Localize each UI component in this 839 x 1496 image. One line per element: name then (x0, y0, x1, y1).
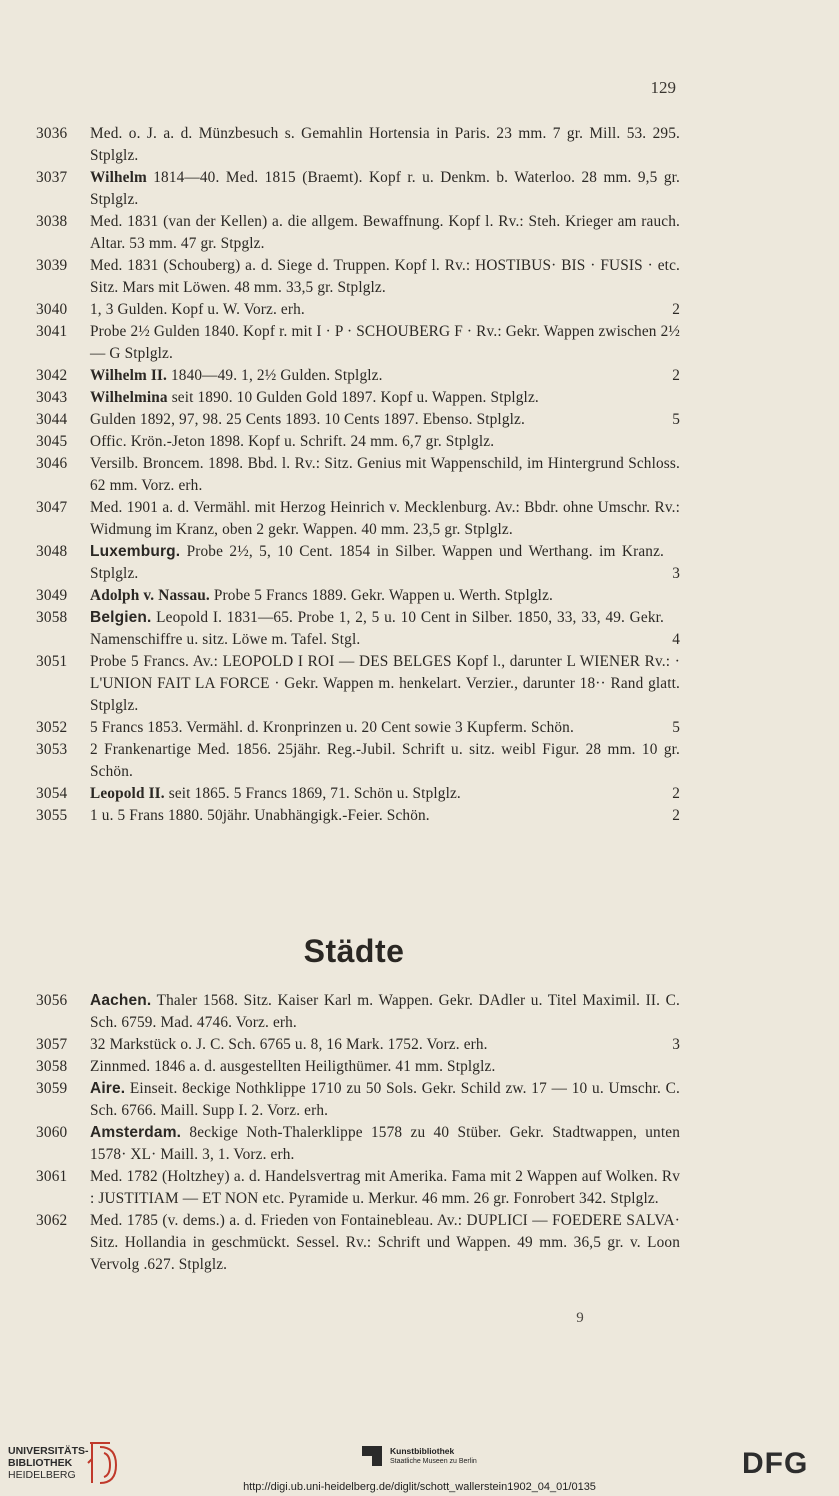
entry-text (90, 1210, 680, 1276)
entry-price: 5 (672, 411, 680, 428)
entry-number: 3053 (36, 741, 68, 758)
catalog-entry (36, 739, 680, 783)
kb-line-1: Kunstbibliothek (390, 1446, 455, 1456)
entry-text (90, 783, 680, 805)
entry-price: 2 (672, 301, 680, 318)
entry-description: 1 u. 5 Frans 1880. 50jähr. Unabhängigk.-Feier. Schön. (90, 807, 430, 824)
entry-text (90, 409, 680, 431)
kb-line-2: Staatliche Museen zu Berlin (390, 1458, 477, 1465)
section-title: Städte (303, 933, 405, 969)
entry-description: Probe 5 Francs 1889. Gekr. Wappen u. Werth. Stplglz. (209, 587, 553, 604)
catalog-entry (36, 167, 680, 211)
entry-text (90, 123, 680, 167)
catalog-entry (36, 365, 680, 387)
entry-heading: Wilhelm (90, 169, 147, 186)
catalog-entry (36, 211, 680, 255)
catalog-entry (36, 497, 680, 541)
entry-text (90, 1034, 680, 1056)
entry-heading: Leopold II. (90, 785, 165, 802)
entry-number: 3052 (36, 719, 68, 736)
entry-text (90, 1056, 680, 1078)
entry-number: 3057 (36, 1036, 68, 1053)
entry-price: 2 (672, 367, 680, 384)
entry-text (90, 739, 680, 783)
entry-number: 3059 (36, 1080, 68, 1097)
entry-text (90, 1122, 680, 1166)
entry-number: 3043 (36, 389, 68, 406)
entry-description: 8eckige Noth-Thalerklippe 1578 zu 40 Stüber. Gekr. Stadtwappen, unten 1578· XL· Maill. 3, 1. Vorz. erh. (90, 1124, 680, 1163)
catalog-entry (36, 1034, 680, 1056)
entry-heading: Wilhelmina (90, 389, 168, 406)
entries-list-2 (36, 990, 680, 1276)
catalog-entry (36, 805, 680, 827)
entry-text (90, 717, 680, 739)
catalog-entry (36, 783, 680, 805)
entry-description: Med. 1782 (Holtzhey) a. d. Handelsvertrag mit Amerika. Fama mit 2 Wappen auf Wolken. Rv : JUSTITIAM — ET NON etc. Pyramide u. Merkur. 46 mm. 26 gr. Fonrobert 342. Stplglz. (90, 1168, 680, 1207)
kunstbibliothek-text (390, 1446, 477, 1467)
entry-number: 3036 (36, 125, 68, 142)
catalog-entry (36, 387, 680, 409)
page-number: 129 (650, 78, 676, 97)
entry-description: seit 1865. 5 Francs 1869, 71. Schön u. Stplglz. (164, 785, 461, 802)
entry-heading: Aachen. (90, 992, 152, 1009)
source-url[interactable]: http://digi.ub.uni-heidelberg.de/diglit/schott_wallerstein1902_04_01/0135 (243, 1481, 596, 1493)
ub-line-3: HEIDELBERG (8, 1469, 76, 1481)
entry-description: Med. 1831 (Schouberg) a. d. Siege d. Truppen. Kopf l. Rv.: HOSTIBUS· BIS · FUSIS · etc. Sitz. Mars mit Löwen. 48 mm. 33,5 gr. Stplglz. (90, 257, 680, 296)
entry-description: 2 Frankenartige Med. 1856. 25jähr. Reg.-Jubil. Schrift u. sitz. weibl Figur. 28 mm. 10 gr. Schön. (90, 741, 680, 780)
entry-price: 5 (672, 719, 680, 736)
entry-number: 3042 (36, 367, 68, 384)
entry-description: Gulden 1892, 97, 98. 25 Cents 1893. 10 Cents 1897. Ebenso. Stplglz. (90, 411, 525, 428)
entry-price: 3 (672, 1036, 680, 1053)
entry-description: 1, 3 Gulden. Kopf u. W. Vorz. erh. (90, 301, 305, 318)
entry-description: seit 1890. 10 Gulden Gold 1897. Kopf u. Wappen. Stplglz. (167, 389, 539, 406)
entry-number: 3058 (36, 1058, 68, 1075)
ub-line-2: BIBLIOTHEK (8, 1457, 73, 1469)
entry-text (90, 167, 680, 211)
entry-number: 3047 (36, 499, 68, 516)
entry-description: Med. 1901 a. d. Vermähl. mit Herzog Heinrich v. Mecklenburg. Av.: Bbdr. ohne Umschr. Rv.: Widmung im Kranz, oben 2 gekr. Wappen. 40 mm. 23,5 gr. Stplglz. (90, 499, 680, 538)
entry-description: Leopold I. 1831—65. Probe 1, 2, 5 u. 10 Cent in Silber. 1850, 33, 33, 49. Gekr. Namenschiffre u. sitz. Löwe m. Tafel. Stgl. (90, 609, 664, 648)
sheet-signature: 9 (576, 1310, 584, 1326)
entry-description: 5 Francs 1853. Vermähl. d. Kronprinzen u. 20 Cent sowie 3 Kupferm. Schön. (90, 719, 574, 736)
entry-heading: Amsterdam. (90, 1124, 182, 1141)
entries-list-1 (36, 123, 680, 827)
entry-number: 3061 (36, 1168, 68, 1185)
entry-text (90, 585, 680, 607)
entry-text (90, 990, 680, 1034)
entry-description: Offic. Krön.-Jeton 1898. Kopf u. Schrift. 24 mm. 6,7 gr. Stplglz. (90, 433, 495, 450)
entry-description: Zinnmed. 1846 a. d. ausgestellten Heiligthümer. 41 mm. Stplglz. (90, 1058, 496, 1075)
catalog-entry (36, 255, 680, 299)
entry-description: Med. o. J. a. d. Münzbesuch s. Gemahlin Hortensia in Paris. 23 mm. 7 gr. Mill. 53. 295. Stplglz. (90, 125, 680, 164)
footer (0, 1435, 839, 1496)
entry-text (90, 387, 680, 409)
catalog-entry (36, 1056, 680, 1078)
dfg-logo[interactable]: DFG (742, 1447, 809, 1480)
entry-description: Probe 2½ Gulden 1840. Kopf r. mit I · P · SCHOUBERG F · Rv.: Gekr. Wappen zwischen 2½ — G Stplglz. (90, 323, 680, 362)
catalog-entry (36, 409, 680, 431)
entry-number: 3055 (36, 807, 68, 824)
entry-number: 3044 (36, 411, 68, 428)
entry-heading: Wilhelm II. (90, 367, 168, 384)
catalog-entry (36, 607, 680, 651)
entry-number: 3049 (36, 587, 68, 604)
kunstbibliothek-logo[interactable] (360, 1444, 500, 1474)
entry-description: Probe 2½, 5, 10 Cent. 1854 in Silber. Wappen und Werthang. im Kranz. Stplglz. (90, 543, 664, 582)
entry-heading: Aire. (90, 1080, 126, 1097)
entry-description: 1814—40. Med. 1815 (Braemt). Kopf r. u. Denkm. b. Waterloo. 28 mm. 9,5 gr. Stplglz. (90, 169, 680, 208)
entry-description: 1840—49. 1, 2½ Gulden. Stplglz. (167, 367, 383, 384)
ub-line-1: UNIVERSITÄTS- (8, 1445, 89, 1457)
entry-text (90, 321, 680, 365)
catalog-entry (36, 321, 680, 365)
entry-text (90, 805, 680, 827)
catalog-entry (36, 1122, 680, 1166)
entry-text (90, 255, 680, 299)
catalog-entry (36, 1078, 680, 1122)
entry-text (90, 497, 680, 541)
entry-number: 3039 (36, 257, 68, 274)
entry-price: 2 (672, 785, 680, 802)
entry-number: 3046 (36, 455, 68, 472)
entry-number: 3048 (36, 543, 68, 560)
entry-number: 3062 (36, 1212, 68, 1229)
catalog-entry (36, 585, 680, 607)
entry-number: 3045 (36, 433, 68, 450)
catalog-entry (36, 299, 680, 321)
entry-description: Thaler 1568. Sitz. Kaiser Karl m. Wappen. Gekr. DAdler u. Titel Maximil. II. C. Sch. 6759. Mad. 4746. Vorz. erh. (90, 992, 680, 1031)
entry-number: 3037 (36, 169, 68, 186)
entry-description: Med. 1831 (van der Kellen) a. die allgem. Bewaffnung. Kopf l. Rv.: Steh. Krieger am rauch. Altar. 53 mm. 47 gr. Stpglz. (90, 213, 680, 252)
catalog-entry (36, 717, 680, 739)
entry-text (90, 541, 680, 585)
entry-price: 3 (672, 565, 680, 582)
entry-price: 4 (672, 631, 680, 648)
entry-description: Versilb. Broncem. 1898. Bbd. l. Rv.: Sitz. Genius mit Wappenschild, im Hintergrund Schloss. 62 mm. Vorz. erh. (90, 455, 680, 494)
catalog-entry (36, 1210, 680, 1276)
entry-text (90, 651, 680, 717)
catalog-entry (36, 651, 680, 717)
ub-heidelberg-text (8, 1445, 89, 1481)
entry-number: 3051 (36, 653, 68, 670)
catalog-entry (36, 431, 680, 453)
entry-text (90, 1166, 680, 1210)
entry-text (90, 365, 680, 387)
entry-heading: Luxemburg. (90, 543, 181, 560)
ub-emblem-icon (82, 1439, 126, 1487)
entry-number: 3056 (36, 992, 68, 1009)
entry-text (90, 607, 680, 651)
entry-price: 2 (672, 807, 680, 824)
kunstbibliothek-icon (360, 1444, 384, 1468)
entry-text (90, 211, 680, 255)
entry-number: 3058 (36, 609, 68, 626)
catalog-entry (36, 1166, 680, 1210)
catalog-entry (36, 541, 680, 585)
catalog-entry (36, 453, 680, 497)
entry-heading: Adolph v. Nassau. (90, 587, 210, 604)
entry-number: 3041 (36, 323, 68, 340)
entry-heading: Belgien. (90, 609, 152, 626)
catalog-entry (36, 123, 680, 167)
entry-description: Probe 5 Francs. Av.: LEOPOLD I ROI — DES BELGES Kopf l., darunter L WIENER Rv.: · L'UNION FAIT LA FORCE · Gekr. Wappen m. henkelart. Verzier., darunter 18·· Rand glatt. Stplglz. (90, 653, 680, 714)
entry-number: 3038 (36, 213, 68, 230)
entry-text (90, 1078, 680, 1122)
entry-text (90, 453, 680, 497)
entry-description: Med. 1785 (v. dems.) a. d. Frieden von Fontainebleau. Av.: DUPLICI — FOEDERE SALVA· Sitz. Hollandia in geschmückt. Sessel. Rv.: Schrift und Wappen. 49 mm. 36,5 gr. v. Loon Vervolg .627. Stplglz. (90, 1212, 680, 1273)
entry-text (90, 431, 680, 453)
catalog-entry (36, 990, 680, 1034)
entry-text (90, 299, 680, 321)
entry-description: 32 Markstück o. J. C. Sch. 6765 u. 8, 16 Mark. 1752. Vorz. erh. (90, 1036, 488, 1053)
entry-description: Einseit. 8eckige Nothklippe 1710 zu 50 Sols. Gekr. Schild zw. 17 — 10 u. Umschr. C. Sch. 6766. Maill. Supp I. 2. Vorz. erh. (90, 1080, 680, 1119)
entry-number: 3040 (36, 301, 68, 318)
entry-number: 3060 (36, 1124, 68, 1141)
entry-number: 3054 (36, 785, 68, 802)
